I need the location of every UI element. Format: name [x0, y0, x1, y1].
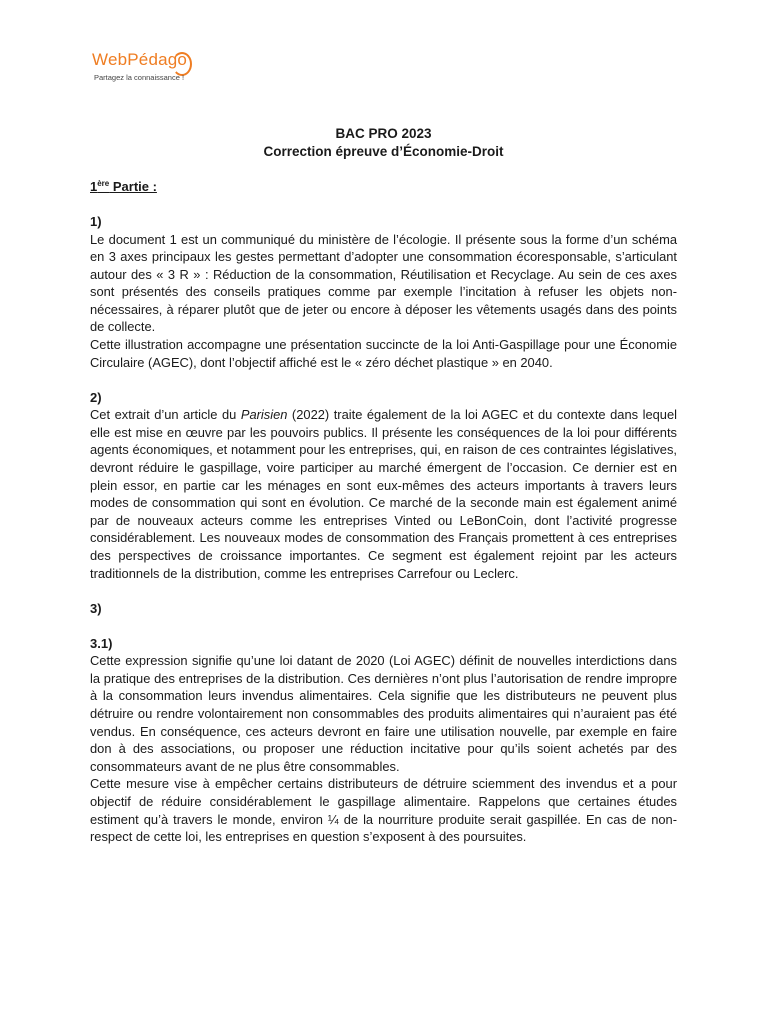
question-1-paragraph-1: Le document 1 est un communiqué du ministère de l’écologie. Il présente sous la forme d’un schéma en 3 axes principaux les gestes permettant d’adopter une consommation écoresponsable, s’articulant autour des « 3 R » : Réduction de la consommation, Réutilisation et Recyclage. Au sein de ces axes sont présentés des conseils pratiques comme par exemple l’incitation à refuser les objets non-nécessaires, à réparer plutôt que de jeter ou encore à déposer les vêtements usagés dans des points de collecte. [90, 231, 677, 335]
part-label: Partie : [109, 179, 157, 194]
question-3-1-paragraph-2: Cette mesure vise à empêcher certains distributeurs de détruire sciemment des invendus et a pour objectif de réduire considérablement le gaspillage alimentaire. Rappelons que certaines études estiment qu’à travers le monde, environ ¼ de la nourriture produite serait gaspillée. En cas de non-respect de cette loi, les entreprises en question s’exposent à des poursuites. [90, 776, 677, 845]
question-3-1-label: 3.1) [90, 635, 113, 651]
q2-text-start: Cet extrait d’un article du [90, 407, 241, 423]
question-2-label: 2) [90, 389, 102, 405]
question-3-1-paragraph-1: Cette expression signifie qu’une loi datant de 2020 (Loi AGEC) définit de nouvelles interdictions dans la pratique des entreprises de la distribution. Ces dernières n’ont plus l’autorisation de rendre impropre à la consommation leurs invendus alimentaires. Cela signifie que les distributeurs ne peuvent plus détruire ou rendre volontairement non consommables des produits alimentaires qui n’auraient pas été vendus. En conséquence, ces acteurs devront en faire une utilisation nouvelle, par exemple en faire don à des associations, ou proposer une réduction incitative pour qu’ils soient achetés par des consommateurs avant de ne plus être consommables. [90, 653, 677, 774]
part-heading [90, 178, 677, 196]
logo-name: WebPédago [92, 50, 188, 69]
webpedago-logo [92, 48, 202, 88]
document-body [90, 125, 677, 846]
document-title: BAC PRO 2023 [335, 126, 432, 141]
question-2-paragraph [90, 406, 677, 582]
question-1-label: 1) [90, 214, 102, 229]
question-1-paragraph-2: Cette illustration accompagne une présentation succincte de la loi Anti-Gaspillage pour une Économie Circulaire (AGEC), dont l’objectif affiché est le « zéro déchet plastique » en 2040. [90, 337, 677, 370]
document-subtitle: Correction épreuve d’Économie-Droit [263, 144, 504, 159]
logo-tagline: Partagez la connaissance ! [94, 73, 185, 82]
part-superscript: ère [97, 179, 110, 188]
part-number: 1 [90, 179, 98, 194]
question-3-label: 3) [90, 600, 102, 616]
q2-source-title: Parisien [240, 407, 288, 423]
q2-text-end: (2022) traite également de la loi AGEC et du contexte dans lequel elle est mise en œuvre par les pouvoirs publics. Il présente les conséquences de la loi pour différents agents économiques, et notamment pour les entreprises, qui, en raison de ces contraintes législatives, devront réduire le gaspillage, voire participer au marché émergent de l’occasion. Ce dernier est en plein essor, en partie car les ménages en sont eux-mêmes des acteurs importants à travers leurs modes de consommation qui sont en évolution. Ce marché de la seconde main est également animé par de nouveaux acteurs comme les entreprises Vinted ou LeBonCoin, dont l’activité progresse considérablement. Les nouveaux modes de consommation des Français promettent à ces entreprises des perspectives de croissance importantes. Ce segment est également rejoint par les acteurs traditionnels de la distribution, comme les entreprises Carrefour ou Leclerc. [90, 407, 677, 581]
